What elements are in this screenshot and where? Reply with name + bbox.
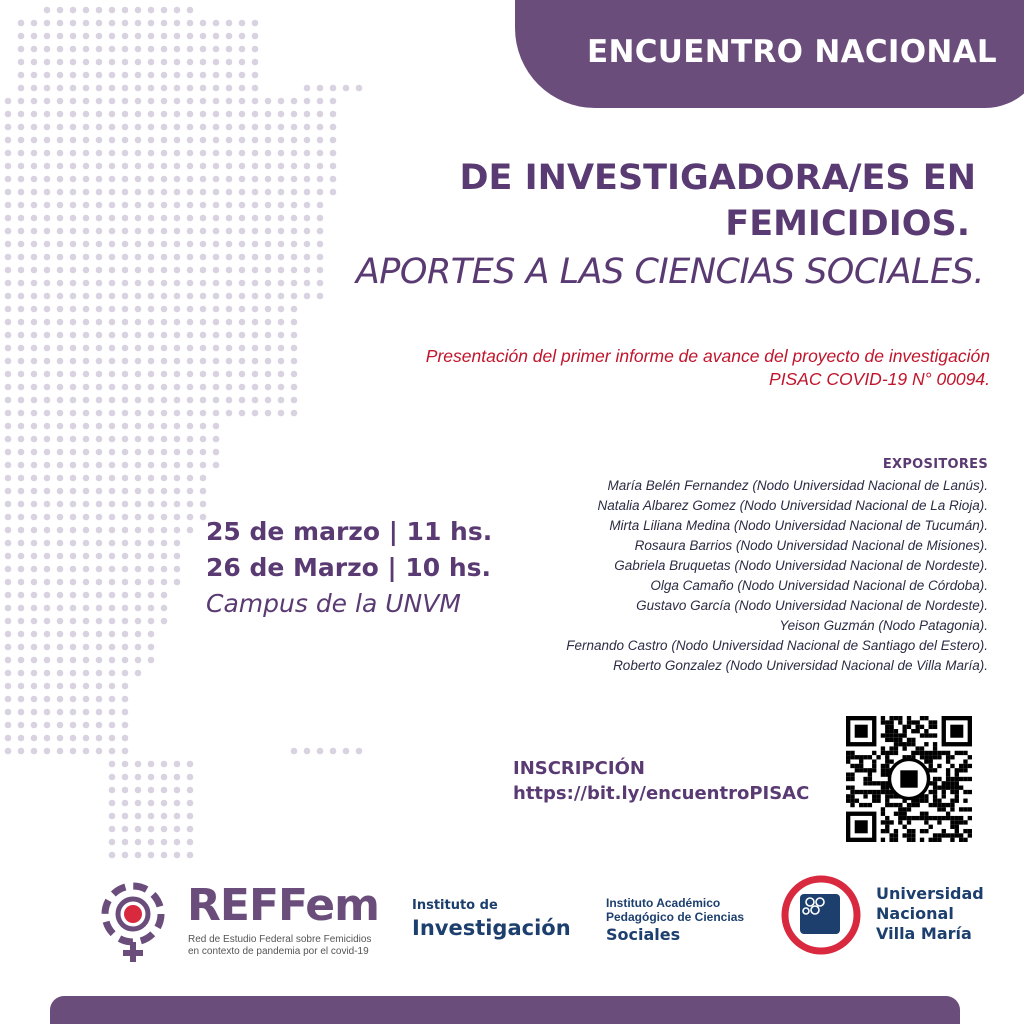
speaker-item: Rosaura Barrios (Nodo Universidad Nacional de Misiones).: [634, 538, 988, 553]
speaker-item: Gustavo García (Nodo Universidad Nacional de Nordeste).: [636, 598, 988, 613]
reffem-name: REFFem: [187, 880, 379, 931]
iapcs-line1: Instituto Académico: [606, 896, 721, 910]
speakers-list: [468, 476, 988, 676]
event-subtitle: APORTES A LAS CIENCIAS SOCIALES.: [355, 252, 984, 292]
iapcs-line2: Pedagógico de Ciencias: [606, 910, 745, 924]
registration-label: INSCRIPCIÓN: [513, 758, 645, 779]
registration-link[interactable]: https://bit.ly/encuentroPISAC: [513, 783, 810, 804]
speaker-item: Mirta Liliana Medina (Nodo Universidad Nacional de Tucumán).: [609, 518, 988, 533]
inv-line2: Investigación: [412, 916, 571, 940]
reffem-logo: [95, 878, 395, 968]
presentation-line2: PISAC COVID-19 N° 00094.: [769, 369, 990, 389]
top-banner: [515, 0, 1024, 108]
speakers-block: [468, 456, 988, 676]
presentation-line1: Presentación del primer informe de avance del proyecto de investigación: [425, 346, 990, 366]
reffem-tagline: [188, 934, 371, 958]
instituto-investigacion-logo: [412, 898, 571, 942]
reffem-tagline2: en contexto de pandemia por el covid-19: [188, 946, 369, 957]
iapcs-logo: [606, 896, 744, 946]
reffem-tagline1: Red de Estudio Federal sobre Femicidios: [188, 934, 372, 945]
unvm-name: [876, 884, 984, 944]
speaker-item: Yeison Guzmán (Nodo Patagonia).: [779, 618, 988, 633]
schedule-date2: 26 de Marzo | 10 hs.: [206, 553, 492, 582]
event-title-block: [304, 155, 984, 295]
dotted-map-background: [0, 0, 420, 880]
speaker-item: Roberto Gonzalez (Nodo Universidad Nacional de Villa María).: [613, 658, 988, 673]
inv-line1: Instituto de: [412, 898, 498, 913]
iapcs-line3: Sociales: [606, 925, 681, 944]
speaker-item: Gabriela Bruquetas (Nodo Universidad Nacional de Nordeste).: [614, 558, 988, 573]
event-title-line1: DE INVESTIGADORA/ES EN: [459, 158, 976, 198]
banner-title: ENCUENTRO NACIONAL: [587, 34, 997, 70]
unvm-logo: [778, 872, 998, 958]
presentation-note: [290, 345, 990, 391]
speakers-heading: EXPOSITORES: [882, 457, 988, 472]
qr-code[interactable]: [845, 716, 973, 842]
speaker-item: Olga Camaño (Nodo Universidad Nacional de Córdoba).: [650, 578, 988, 593]
speaker-item: Fernando Castro (Nodo Universidad Nacional de Santiago del Estero).: [566, 638, 988, 653]
unvm-line1: Universidad: [876, 884, 984, 903]
schedule-date1: 25 de marzo | 11 hs.: [206, 517, 493, 546]
event-title-line2: FEMICIDIOS.: [725, 204, 970, 244]
schedule-venue: Campus de la UNVM: [206, 589, 461, 618]
reffem-emblem-icon: [95, 878, 175, 964]
bottom-bar: [50, 996, 960, 1024]
unvm-emblem-icon: [778, 872, 864, 958]
registration-block: [513, 756, 809, 806]
speaker-item: María Belén Fernandez (Nodo Universidad Nacional de Lanús).: [607, 478, 988, 493]
unvm-line2: Nacional: [876, 904, 954, 923]
unvm-line3: Villa María: [876, 924, 972, 943]
speaker-item: Natalia Albarez Gomez (Nodo Universidad Nacional de La Rioja).: [597, 498, 988, 513]
